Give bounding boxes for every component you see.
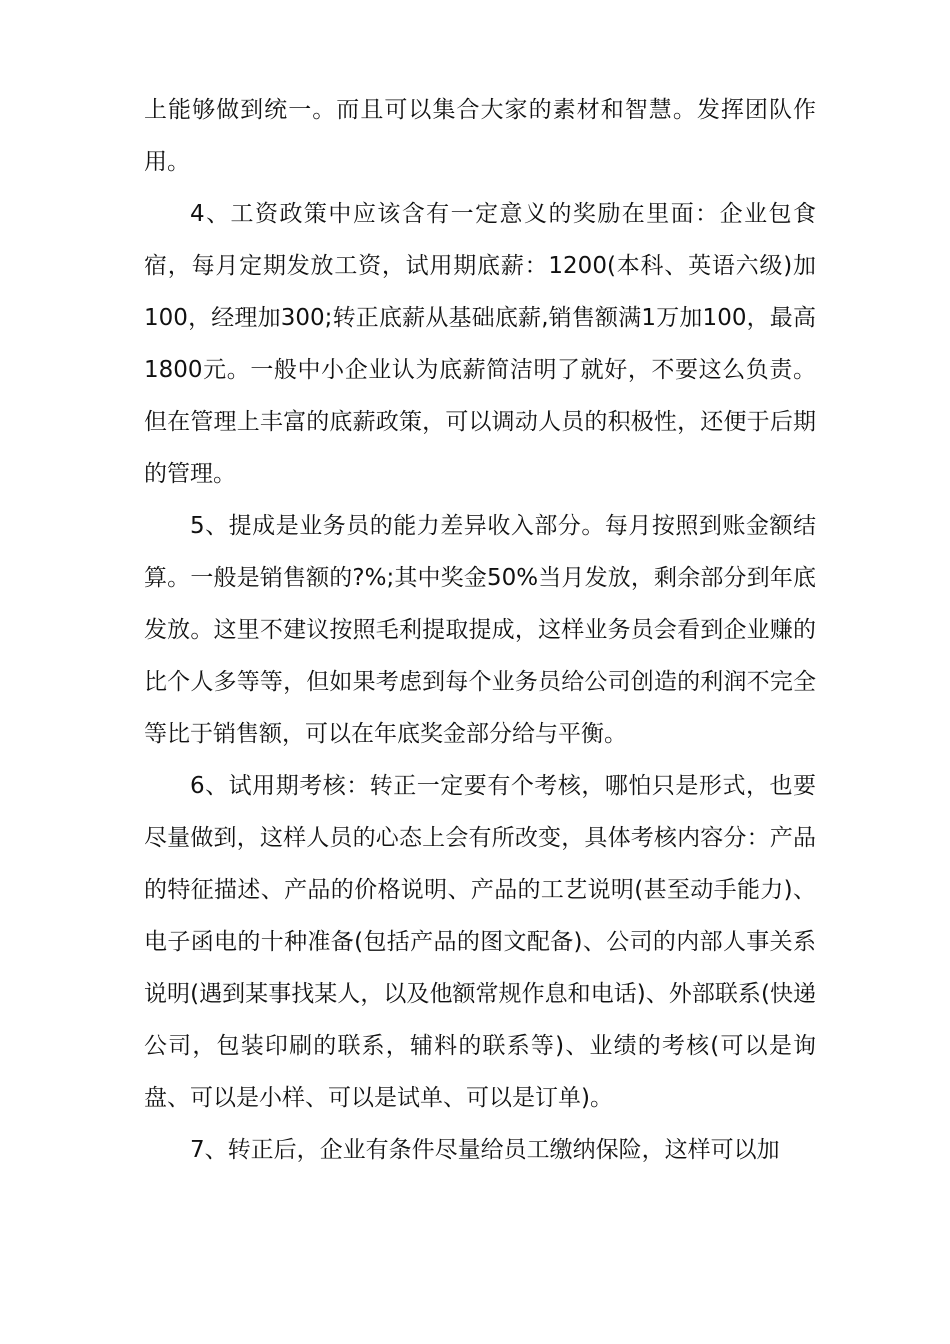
paragraph-item-5: 5、提成是业务员的能力差异收入部分。每月按照到账金额结算。一般是销售额的?%;其中奖金50%当月发放，剩余部分到年底发放。这里不建议按照毛利提取提成，这样业务员会看到企业赚的比个人多等等，但如果考虑到每个业务员给公司创造的利润不完全等比于销售额，可以在年底奖金部分给与平衡。 — [144, 513, 816, 747]
paragraph-continuation: 上能够做到统一。而且可以集合大家的素材和智慧。发挥团队作用。 — [144, 97, 816, 175]
paragraph-item-6: 6、试用期考核：转正一定要有个考核，哪怕只是形式，也要尽量做到，这样人员的心态上会有所改变，具体考核内容分：产品的特征描述、产品的价格说明、产品的工艺说明(甚至动手能力)、电子函电的十种准备(包括产品的图文配备)、公司的内部人事关系说明(遇到某事找某人，以及他额常规作息和电话)、外部联系(快递公司，包装印刷的联系，辅料的联系等)、业绩的考核(可以是询盘、可以是小样、可以是试单、可以是订单)。 — [144, 773, 816, 1111]
document-body — [144, 84, 816, 1176]
paragraph-item-4: 4、工资政策中应该含有一定意义的奖励在里面：企业包食宿，每月定期发放工资，试用期底薪：1200(本科、英语六级)加100，经理加300;转正底薪从基础底薪,销售额满1万加100，最高1800元。一般中小企业认为底薪简洁明了就好，不要这么负责。但在管理上丰富的底薪政策，可以调动人员的积极性，还便于后期的管理。 — [144, 201, 816, 487]
paragraph-item-7: 7、转正后，企业有条件尽量给员工缴纳保险，这样可以加 — [190, 1137, 780, 1163]
